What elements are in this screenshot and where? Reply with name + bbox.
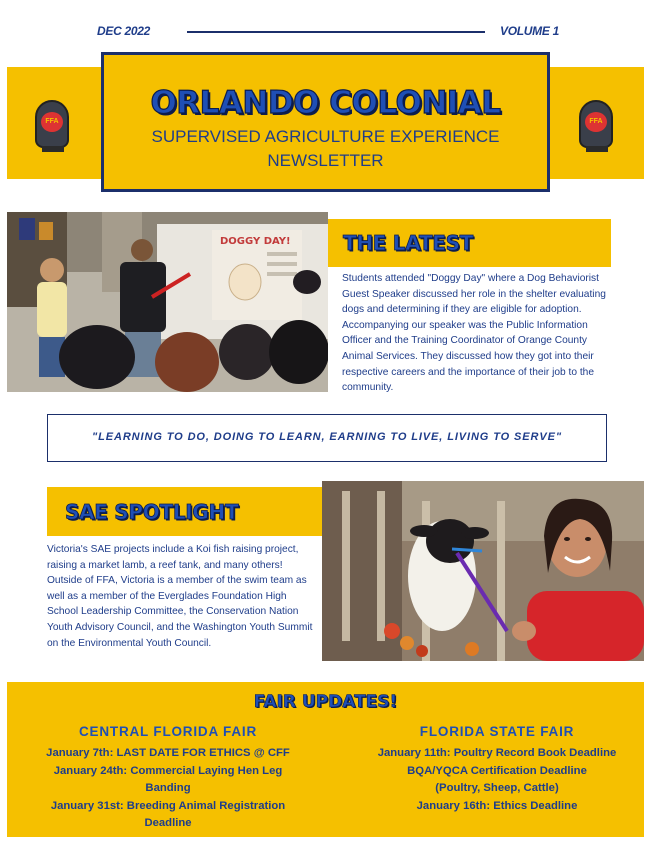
issue-volume: VOLUME 1 [500,24,559,38]
masthead-title-box [101,52,550,192]
ffa-motto-box [47,414,607,462]
issue-date: DEC 2022 [97,24,150,38]
spotlight-photo [322,481,644,661]
fair-updates-heading: FAIR UPDATES! [253,692,398,712]
spotlight-heading: SAE SPOTLIGHT [65,500,239,524]
spotlight-article: Victoria's SAE projects include a Koi fish raising project, raising a market lamb, a reef tank, and many others! Outside of FFA, Victoria is a member of the swim team as well as a member of the Everglades Foundation High School Leadership Committee, the Conservation Nation Youth Advisory Council, and the Washington Youth Summit on the Environmental Youth Council. [47,544,313,649]
fair-item: BQA/YQCA Certification Deadline (Poultry, Sheep, Cattle) [407,764,587,794]
dateline-rule [187,31,485,33]
fair-updates-section [7,682,644,837]
spotlight-heading-bar [47,487,322,536]
doggy-day-photo [7,212,328,392]
central-florida-fair-heading: CENTRAL FLORIDA FAIR [79,724,257,739]
slide-title: DOGGY DAY! [220,236,291,247]
fair-item: January 11th: Poultry Record Book Deadline [377,747,617,759]
masthead-dateline [0,22,650,42]
central-florida-fair-column [18,724,318,833]
fair-item: January 24th: Commercial Laying Hen Leg Banding [53,764,283,794]
newsletter-subtitle: SUPERVISED AGRICULTURE EXPERIENCE NEWSLETTER [151,127,500,170]
ffa-logo-left: FFA [18,92,88,172]
fair-item: January 16th: Ethics Deadline [416,799,578,812]
florida-state-fair-heading: FLORIDA STATE FAIR [419,724,575,739]
latest-heading: THE LATEST [343,231,474,255]
florida-state-fair-column [347,724,647,815]
newsletter-title: ORLANDO COLONIAL [150,85,501,121]
latest-heading-bar [328,219,611,267]
fair-item: January 31st: Breeding Animal Registration Deadline [50,799,286,829]
fair-item: January 7th: LAST DATE FOR ETHICS @ CFF [46,747,290,759]
latest-article: Students attended "Doggy Day" where a Dog Behaviorist Guest Speaker discussed her role in the shelter evaluating dogs and determining if they are eligible for adoption. Accompanying our speaker was the Public Information Officer and the Training Coordinator of Orange County Animal Services. They discussed how they got into their respective careers and the importance of their job to the community. [342,273,606,394]
ffa-logo-right: FFA [562,92,632,172]
ffa-motto: "LEARNING TO DO, DOING TO LEARN, EARNING TO LIVE, LIVING TO SERVE" [92,431,562,443]
